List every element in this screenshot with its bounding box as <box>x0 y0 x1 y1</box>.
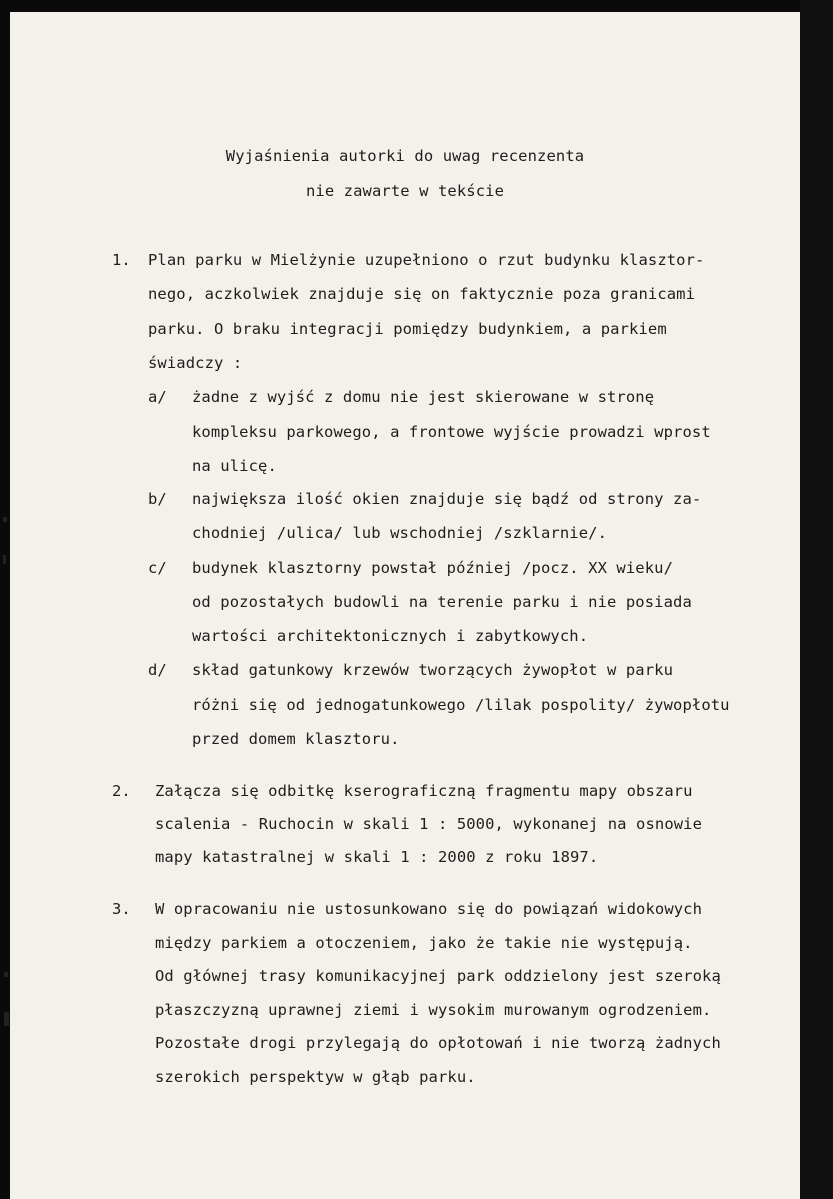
scan-speck <box>4 972 8 977</box>
subitem-line: budynek klasztorny powstał później /pocz. XX wieku/ <box>192 559 674 577</box>
subitem-label: c/ <box>148 559 167 577</box>
item-line: płaszczyzną uprawnej ziemi i wysokim murowanym ogrodzeniem. <box>155 1001 712 1019</box>
item-number: 1. <box>112 251 131 269</box>
scan-speck <box>3 555 6 564</box>
item-line: Załącza się odbitkę kserograficzną fragmentu mapy obszaru <box>155 782 693 800</box>
subitem-label: d/ <box>148 661 167 679</box>
item-line: mapy katastralnej w skali 1 : 2000 z roku 1897. <box>155 848 599 866</box>
subitem-line: wartości architektonicznych i zabytkowych. <box>192 627 589 645</box>
item-number: 2. <box>112 782 131 800</box>
subitem-line: kompleksu parkowego, a frontowe wyjście prowadzi wprost <box>192 423 711 441</box>
subitem-line: największa ilość okien znajduje się bądź od strony za- <box>192 490 702 508</box>
subitem-line: na ulicę. <box>192 457 277 475</box>
document-title: Wyjaśnienia autorki do uwag recenzenta <box>225 147 585 165</box>
item-line: Od głównej trasy komunikacyjnej park oddzielony jest szeroką <box>155 967 721 985</box>
item-line: Plan parku w Mielżynie uzupełniono o rzut budynku klasztor- <box>148 251 705 269</box>
document-subtitle: nie zawarte w tekście <box>305 182 505 200</box>
item-line: nego, aczkolwiek znajduje się on faktycznie poza granicami <box>148 285 696 303</box>
item-line: scalenia - Ruchocin w skali 1 : 5000, wykonanej na osnowie <box>155 815 703 833</box>
subitem-line: skład gatunkowy krzewów tworzących żywopłot w parku <box>192 661 674 679</box>
subitem-label: b/ <box>148 490 167 508</box>
scan-speck <box>3 517 7 522</box>
item-line: świadczy : <box>148 354 243 372</box>
scan-speck <box>4 1012 9 1026</box>
item-line: szerokich perspektyw w głąb parku. <box>155 1068 476 1086</box>
subitem-line: żadne z wyjść z domu nie jest skierowane w stronę <box>192 388 655 406</box>
subitem-label: a/ <box>148 388 167 406</box>
subitem-line: różni się od jednogatunkowego /lilak pospolity/ żywopłotu <box>192 696 730 714</box>
item-line: W opracowaniu nie ustosunkowano się do powiązań widokowych <box>155 900 703 918</box>
item-line: Pozostałe drogi przylegają do opłotowań i nie tworzą żadnych <box>155 1034 721 1052</box>
subitem-line: chodniej /ulica/ lub wschodniej /szklarnie/. <box>192 524 607 542</box>
item-number: 3. <box>112 900 131 918</box>
item-line: parku. O braku integracji pomiędzy budynkiem, a parkiem <box>148 320 667 338</box>
item-line: między parkiem a otoczeniem, jako że takie nie występują. <box>155 934 693 952</box>
subitem-line: przed domem klasztoru. <box>192 730 400 748</box>
scan-border <box>800 0 833 1199</box>
subitem-line: od pozostałych budowli na terenie parku i nie posiada <box>192 593 692 611</box>
